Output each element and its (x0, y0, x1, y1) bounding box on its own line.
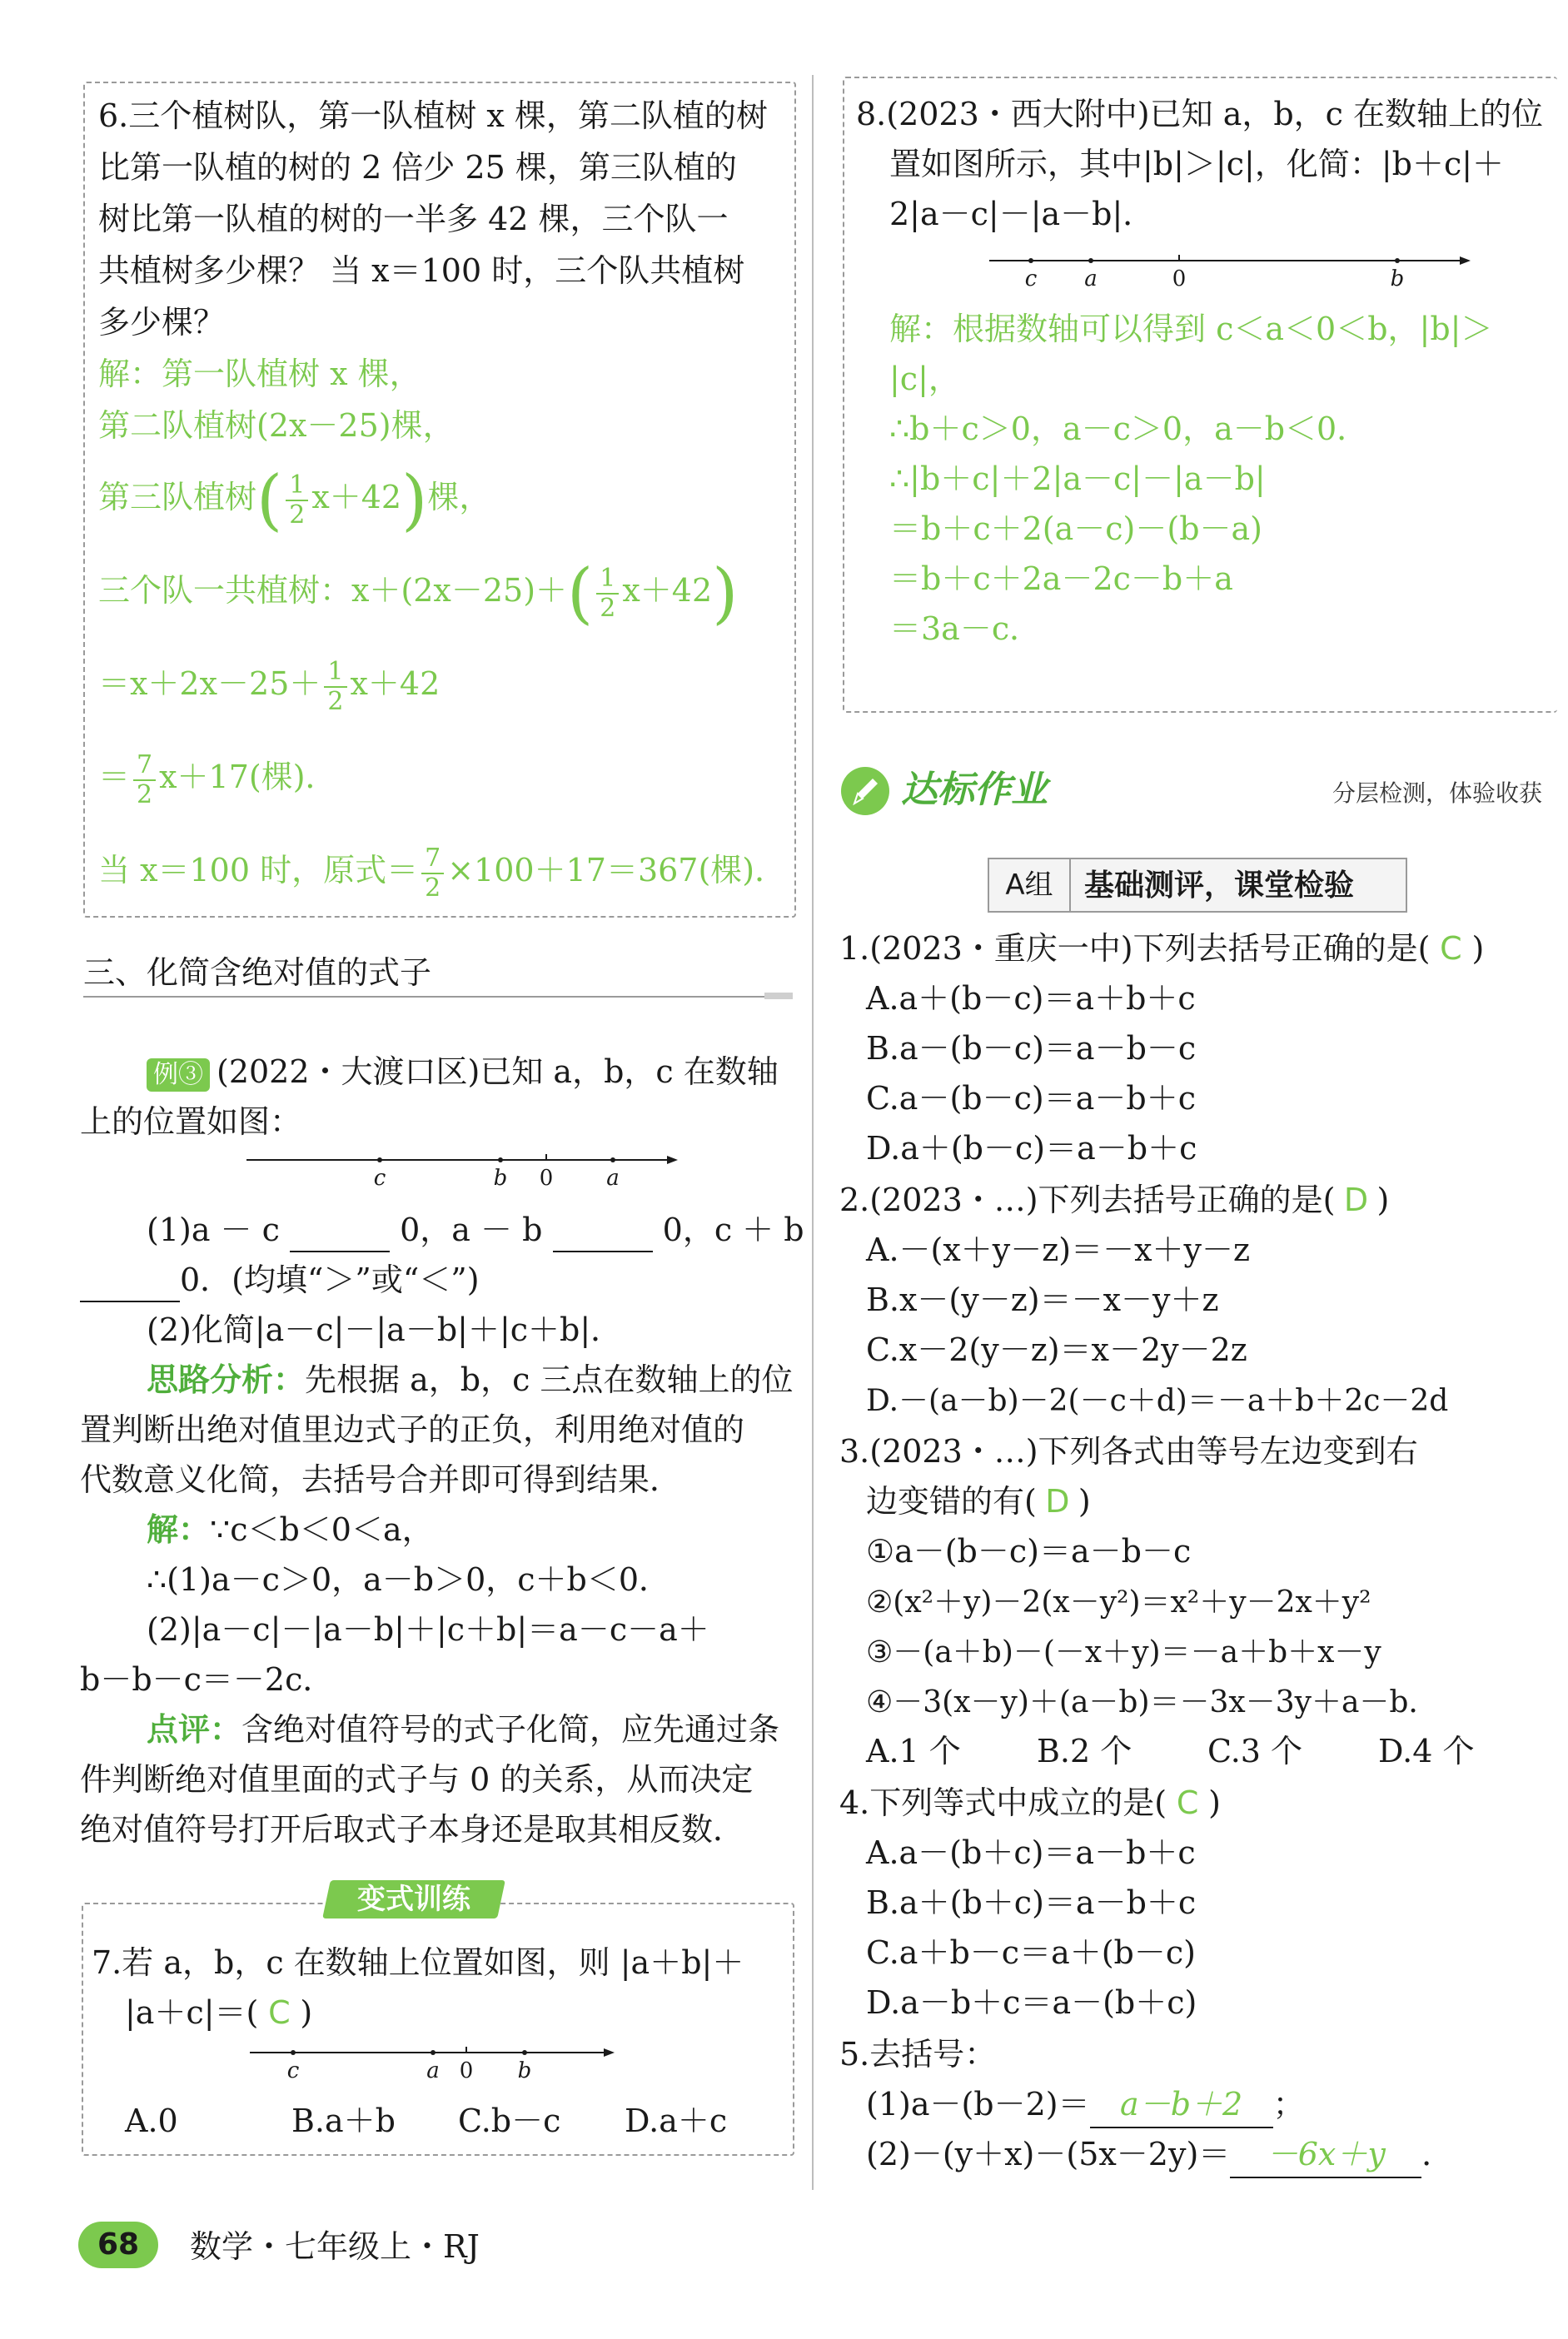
ex3-blank-3[interactable] (80, 1267, 180, 1302)
q6-sol-3: 第三队植树( $\frac{1}{2}$ x＋42)棵， (98, 460, 491, 539)
q6-line-1: 6.三个植树队，第一队植树 x 棵，第二队植的树 (98, 97, 768, 134)
q7-options (92, 2098, 758, 2143)
q2-option-b[interactable]: B.x－(y－z)＝－x－y＋z (866, 1281, 1219, 1318)
q3-item-1: ①a－(b－c)＝a－b－c (866, 1533, 1192, 1570)
ex3-comment-2: 件判断绝对值里面的式子与 0 的关系，从而决定 (80, 1761, 754, 1798)
q4-option-d[interactable]: D.a－b＋c＝a－(b＋c) (866, 1984, 1197, 2021)
q6-sol-2: 第二队植树(2x－25)棵， (98, 407, 455, 444)
q8-sol-2: |c|， (889, 361, 960, 397)
pencil-circle-icon (839, 765, 891, 817)
q1-answer[interactable]: C (1440, 930, 1462, 967)
q8-sol-5: ＝b＋c＋2(a－c)－(b－a) (889, 510, 1263, 547)
q8-sol-7: ＝3a－c． (889, 610, 1042, 647)
q7-number-line (250, 2040, 616, 2090)
q3-item-3: ③－(a＋b)－(－x＋y)＝－a＋b＋x－y (866, 1635, 1381, 1670)
q3-option-b[interactable]: B.2 个 (1037, 1733, 1132, 1769)
q2-option-a[interactable]: A.－(x＋y－z)＝－x＋y－z (866, 1232, 1251, 1268)
q5-part-1-answer[interactable]: a－b＋2 (1090, 2082, 1273, 2128)
q3-option-d[interactable]: D.4 个 (1378, 1733, 1475, 1769)
q5-stem: 5.去括号： (839, 2036, 997, 2073)
ex3-axis-label-0: 0 (539, 1166, 554, 1191)
ex3-blank-2[interactable] (553, 1217, 653, 1252)
footer-text: 数学・七年级上・RJ (190, 2228, 480, 2265)
q6-sol-7: 当 x＝100 时，原式＝ $\frac{7}{2}$ ×100＋17＝367(棵)． (98, 843, 787, 903)
section-3-underline (83, 996, 793, 998)
question-5 (839, 2032, 1556, 2182)
example-3 (80, 1049, 804, 1865)
ex3-line-4: 0．(均填“＞”或“＜”) (80, 1257, 480, 1302)
ex3-axis-label-b: b (493, 1166, 508, 1191)
group-a-title: 基础测评，课堂检验 (1084, 868, 1355, 903)
question-6 (98, 93, 789, 909)
q6-line-2: 比第一队植的树的 2 倍少 25 棵，第三队植的 (98, 149, 737, 186)
q8-sol-1: 解：根据数轴可以得到 c＜a＜0＜b，|b|＞ (889, 311, 1493, 347)
q4-option-a[interactable]: A.a－(b＋c)＝a－b＋c (866, 1834, 1196, 1871)
question-1 (839, 926, 1556, 1167)
homework-title: 达标作业 (901, 769, 1048, 811)
ex3-sol-1: 解：∵c＜b＜0＜a， (147, 1511, 434, 1548)
ex3-line-3: (1)a － c 0，a － b 0，c ＋ b (80, 1207, 804, 1252)
section-3-title: 三、化简含绝对值的式子 (83, 954, 432, 991)
q7-option-d[interactable]: D.a＋c (625, 2103, 728, 2139)
page-number: 68 (78, 2222, 158, 2268)
q7-line-1: 7.若 a，b，c 在数轴上位置如图，则 |a＋b|＋ (92, 1944, 744, 1981)
q5-part-2: (2)－(y＋x)－(5x－2y)＝ －6x＋y ． (839, 2132, 1453, 2178)
variant-title: 变式训练 (357, 1883, 470, 1916)
q8-sol-6: ＝b＋c＋2a－2c－b＋a (889, 560, 1233, 597)
q4-answer[interactable]: C (1176, 1784, 1199, 1821)
example-3-tag: 例③ (147, 1058, 210, 1092)
q1-option-a[interactable]: A.a＋(b－c)＝a＋b＋c (866, 980, 1196, 1017)
q3-option-a[interactable]: A.1 个 (866, 1733, 961, 1769)
ex3-think-2: 置判断出绝对值里边式子的正负，利用绝对值的 (80, 1411, 745, 1448)
q1-option-b[interactable]: B.a－(b－c)＝a－b－c (866, 1030, 1197, 1067)
ex3-axis-label-a: a (606, 1166, 620, 1191)
q6-sol-1: 解：第一队植树 x 棵， (98, 356, 421, 392)
question-7 (92, 1940, 783, 2148)
q4-option-c[interactable]: C.a＋b－c＝a＋(b－c) (866, 1934, 1196, 1971)
q1-option-d[interactable]: D.a＋(b－c)＝a－b＋c (866, 1130, 1197, 1167)
q8-axis-label-b: b (1390, 266, 1405, 291)
q7-line-2: |a＋c|＝( C ) (92, 1990, 312, 2035)
question-3 (839, 1429, 1556, 1779)
question-8 (856, 92, 1556, 708)
homework-subtitle: 分层检测，体验收获 (1332, 779, 1542, 807)
q2-option-c[interactable]: C.x－2(y－z)＝x－2y－2z (866, 1331, 1247, 1368)
q3-options (839, 1729, 1511, 1774)
homework-header (839, 762, 1556, 820)
q5-part-1: (1)a－(b－2)＝ a－b＋2 ； (839, 2082, 1305, 2128)
ex3-sol-3: (2)|a－c|－|a－b|＋|c＋b|＝a－c－a＋ (147, 1611, 709, 1648)
ex3-sol-2: ∴(1)a－c＞0，a－b＞0，c＋b＜0． (147, 1561, 671, 1598)
q6-line-4: 共植树多少棵？ 当 x＝100 时，三个队共植树 (98, 252, 745, 289)
ex3-think-3: 代数意义化简，去括号合并即可得到结果． (80, 1461, 682, 1498)
q6-sol-4: 三个队一共植树：x＋(2x－25)＋( $\frac{1}{2}$ x＋42) (98, 554, 739, 632)
ex3-line-1: 例③ (2022・大渡口区)已知 a，b，c 在数轴 (80, 1049, 779, 1094)
ex3-line-5: (2)化简|a－c|－|a－b|＋|c＋b|． (147, 1311, 623, 1348)
q6-line-3: 树比第一队植的树的一半多 42 棵，三个队一 (98, 201, 729, 237)
ex3-line-2: 上的位置如图： (80, 1103, 302, 1140)
q2-option-d[interactable]: D.－(a－b)－2(－c＋d)＝－a＋b＋2c－2d (866, 1384, 1449, 1418)
q1-stem: 1.(2023・重庆一中)下列去括号正确的是( C ) (839, 926, 1484, 971)
q1-option-c[interactable]: C.a－(b－c)＝a－b＋c (866, 1080, 1196, 1117)
q7-option-a[interactable]: A.0 (125, 2103, 178, 2139)
q8-line-3: 2|a－c|－|a－b|． (889, 196, 1155, 232)
ex3-axis-label-c: c (373, 1166, 386, 1191)
ex3-comment-3: 绝对值符号打开后取式子本身还是取其相反数． (80, 1811, 745, 1848)
q3-item-2: ②(x²＋y)－2(x－y²)＝x²＋y－2x＋y² (866, 1585, 1371, 1620)
ex3-think-1: 思路分析：先根据 a，b，c 三点在数轴上的位 (147, 1361, 794, 1398)
footer (78, 2218, 578, 2277)
group-a-tag: A组 (989, 859, 1071, 911)
q3-stem-1: 3.(2023・…)下列各式由等号左边变到右 (839, 1433, 1418, 1470)
q3-stem-2: 边变错的有( D ) (839, 1479, 1091, 1524)
ex3-comment-1: 点评：含绝对值符号的式子化简，应先通过条 (147, 1711, 780, 1748)
q6-sol-5: ＝x＋2x－25＋ $\frac{1}{2}$ x＋42 (98, 656, 441, 716)
q7-axis-label-a: a (426, 2058, 440, 2083)
ex3-sol-4: b－b－c＝－2c． (80, 1661, 335, 1698)
q2-answer[interactable]: D (1343, 1182, 1369, 1218)
q7-option-c[interactable]: C.b－c (458, 2103, 561, 2139)
q8-sol-4: ∴|b＋c|＋2|a－c|－|a－b| (889, 460, 1266, 497)
q8-axis-label-c: c (1024, 266, 1038, 291)
q7-axis-label-c: c (286, 2058, 300, 2083)
ex3-number-line (246, 1147, 679, 1197)
think-label: 思路分析： (147, 1361, 306, 1398)
q8-sol-3: ∴b＋c＞0，a－c＞0，a－b＜0． (889, 411, 1369, 447)
comment-label: 点评： (147, 1711, 242, 1748)
ex3-blank-1[interactable] (290, 1217, 390, 1252)
q4-stem: 4.下列等式中成立的是( C ) (839, 1780, 1221, 1825)
group-a-header (988, 858, 1407, 913)
column-divider (812, 75, 814, 2190)
q8-line-1: 8.(2023・西大附中)已知 a，b，c 在数轴上的位 (856, 96, 1544, 132)
question-4 (839, 1780, 1556, 2022)
q3-answer[interactable]: D (1045, 1483, 1070, 1520)
q8-number-line (989, 248, 1472, 298)
q4-option-b[interactable]: B.a＋(b＋c)＝a－b＋c (866, 1884, 1197, 1921)
q7-axis-label-b: b (517, 2058, 532, 2083)
q7-axis-label-0: 0 (459, 2058, 474, 2083)
question-2 (839, 1177, 1556, 1419)
section-3-heading (83, 948, 793, 998)
q7-answer[interactable]: C (268, 1994, 291, 2031)
q8-axis-label-a: a (1084, 266, 1098, 291)
q3-item-4: ④－3(x－y)＋(a－b)＝－3x－3y＋a－b． (866, 1685, 1439, 1719)
q3-option-c[interactable]: C.3 个 (1207, 1733, 1303, 1769)
solution-label: 解： (147, 1511, 211, 1548)
q8-axis-label-0: 0 (1172, 266, 1187, 291)
section-3-accent-bar (764, 993, 793, 999)
q8-line-2: 置如图所示，其中|b|＞|c|，化简：|b＋c|＋ (889, 146, 1505, 182)
q6-sol-6: ＝ $\frac{7}{2}$ x＋17(棵)． (98, 749, 337, 809)
q2-stem: 2.(2023・…)下列去括号正确的是( D ) (839, 1177, 1389, 1222)
q5-part-2-answer[interactable]: －6x＋y (1230, 2132, 1421, 2178)
q6-line-5: 多少棵？ (98, 304, 226, 341)
q7-option-b[interactable]: B.a＋b (291, 2103, 396, 2139)
